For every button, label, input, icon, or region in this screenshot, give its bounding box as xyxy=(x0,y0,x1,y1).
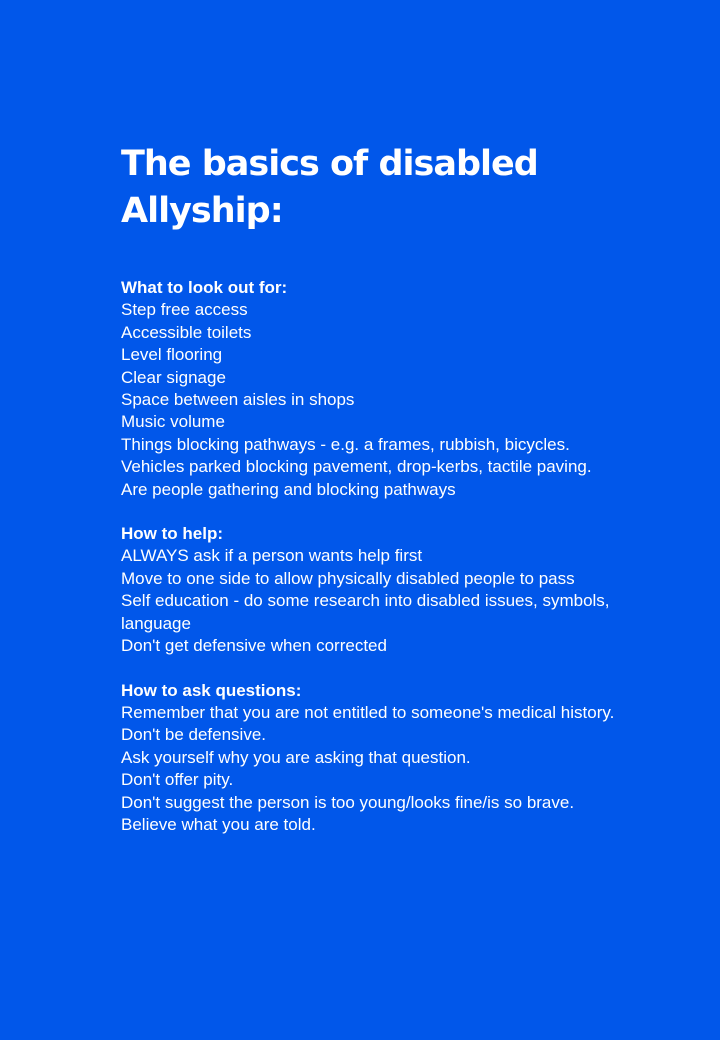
list-item: Vehicles parked blocking pavement, drop-kerbs, tactile paving. xyxy=(121,457,592,477)
list-item: Don't get defensive when corrected xyxy=(121,636,387,656)
list-item: Don't offer pity. xyxy=(121,770,234,790)
page-title: The basics of disabled Allyship: xyxy=(121,144,538,231)
section-how-to-help xyxy=(121,523,681,657)
list-item: Self education - do some research into disabled issues, symbols, language xyxy=(121,591,610,633)
section-list xyxy=(121,545,681,657)
list-item: Remember that you are not entitled to someone's medical history. xyxy=(121,702,615,722)
list-item: Are people gathering and blocking pathways xyxy=(121,479,456,499)
list-item: Don't be defensive. xyxy=(121,725,267,745)
section-heading: How to ask questions: xyxy=(121,680,302,700)
list-item: Space between aisles in shops xyxy=(121,390,355,410)
section-list xyxy=(121,702,681,836)
section-look-out-for xyxy=(121,277,681,501)
list-item: Ask yourself why you are asking that question. xyxy=(121,747,471,767)
list-item: Step free access xyxy=(121,300,248,320)
list-item: Accessible toilets xyxy=(121,322,252,342)
list-item: Believe what you are told. xyxy=(121,814,316,834)
list-item: Music volume xyxy=(121,412,225,432)
list-item: Level flooring xyxy=(121,345,223,365)
list-item: Clear signage xyxy=(121,367,226,387)
list-item: ALWAYS ask if a person wants help first xyxy=(121,546,423,566)
list-item: Move to one side to allow physically disabled people to pass xyxy=(121,568,575,588)
section-heading: How to help: xyxy=(121,524,223,544)
document-content xyxy=(121,141,681,858)
section-list xyxy=(121,299,681,501)
list-item: Don't suggest the person is too young/looks fine/is so brave. xyxy=(121,792,575,812)
section-how-to-ask-questions xyxy=(121,680,681,837)
section-heading: What to look out for: xyxy=(121,278,288,297)
list-item: Things blocking pathways - e.g. a frames, rubbish, bicycles. xyxy=(121,434,570,454)
